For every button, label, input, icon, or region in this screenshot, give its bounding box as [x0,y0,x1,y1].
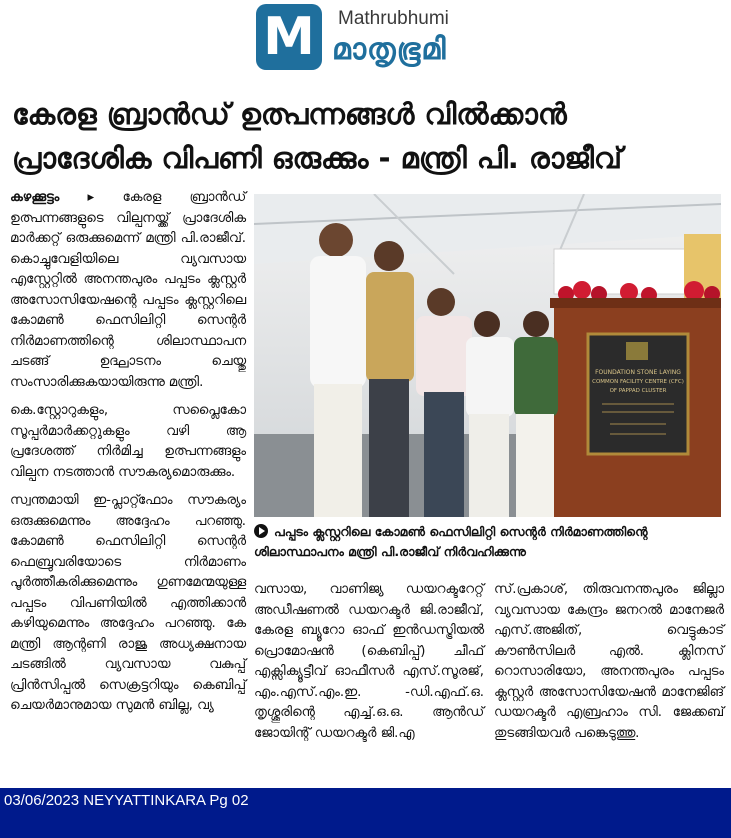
dateline-arrow-icon: ▸ [87,190,123,205]
plaque-line-2: COMMON FACILITY CENTRE (CFC) [592,379,684,385]
article-paragraph-2: കെ.സ്റ്റോറുകളും, സപ്ലൈകോ സൂപ്പർമാർക്കറ്റുകളും വഴി ആ പ്രദേശത്ത് നിർമിച്ച ഉത്പന്നങ്ങളും വില്പന നടത്താൻ സൗകര്യമൊരുക്കും. [10,403,246,480]
photo-caption [254,522,724,562]
footer-bar [0,788,731,838]
article-paragraph-1 [10,188,246,393]
brand-name-english: Mathrubhumi [338,8,449,29]
person-5 [514,311,558,517]
masthead [0,0,731,80]
article-column-1 [10,188,246,725]
plaque-line-1: FOUNDATION STONE LAYING [595,369,681,376]
article-paragraph-3: സ്വന്തമായി ഇ-പ്ലാറ്റ്ഫോം സൗകര്യം ഒരുക്കുമെന്നും അദ്ദേഹം പറഞ്ഞു. കോമൺ ഫെസിലിറ്റി സെന്റർ ഫെബ്രുവരിയോടെ നിർമാണം പൂർത്തീകരിക്കുമെന്നും ഗുണമേന്മയുള്ള പപ്പടം വിപണിയിൽ എത്തിക്കാൻ കഴിയുമെന്നും അദ്ദേഹം പറഞ്ഞു. കേ മന്ത്രി ആന്റണി രാജു അധ്യക്ഷനായ ചടങ്ങിൽ വ്യവസായ വകുപ്പ് പ്രിൻസിപ്പൽ സെക്രട്ടറിയും കെബിപ്പ് ചെയർമാനുമായ സുമൻ ബില്ല, വ്യ [10,493,246,713]
dateline: കഴക്കൂട്ടം [10,190,60,205]
article-column-2: വസായ, വാണിജ്യ ഡയറക്ടറേറ്റ് അഡീഷണൽ ഡയറക്ടർ ജി.രാജീവ്, കേരള ബ്യൂറോ ഓഫ് ഇൻഡസ്ട്രിയൽ പ്രൊമോഷൻ (കെബിപ്പ്) ചീഫ് എക്സിക്യൂട്ടീവ് ഓഫീസർ എസ്.സൂരജ്, എം.എസ്.എം.ഇ. -ഡി.എഫ്.ഒ. തൃശ്ശൂരിന്റെ എച്ച്.ഒ.ഒ. ആൻഡ് ജോയിന്റ് ഡയറക്ടർ ജി.എ [254,582,484,741]
photo-illustration [254,194,721,517]
event-photo [254,194,721,517]
person-2 [366,241,414,517]
headline-line-2: പ്രാദേശിക വിപണി ഒരുക്കും - മന്ത്രി പി. രാജീവ് [12,141,622,175]
article-column-3: സ്.പ്രകാശ്, തിരുവനന്തപുരം ജില്ലാ വ്യവസായ കേന്ദ്രം ജനറൽ മാനേജർ എസ്.അജിത്, വെട്ടുകാട് കൗൺസിലർ എൽ. ക്ലിനസ് റൊസാരിയോ, അനന്തപുരം പപ്പടം ക്ലസ്റ്റർ അസോസിയേഷൻ മാനേജിങ് ഡയറക്ടർ എബ്രഹാം സി. ജേക്കബ് തുടങ്ങിയവർ പങ്കെടുത്തു. [494,582,724,741]
person-4 [466,311,514,517]
brand-name-malayalam: മാതൃഭൂമി [332,32,447,67]
caption-play-icon [254,524,268,538]
mathrubhumi-logo-icon: M [256,4,322,70]
footer-edition-text: 03/06/2023 NEYYATTINKARA Pg 02 [4,792,249,809]
person-1 [310,223,366,517]
plaque-line-3: OF PAPPAD CLUSTER [609,388,667,394]
person-3 [416,288,472,517]
headline [12,92,724,180]
headline-line-1: കേരള ബ്രാൻഡ് ഉത്പന്നങ്ങൾ വിൽക്കാൻ [12,97,567,131]
paragraph-1-text: കേരള ബ്രാൻഡ് ഉത്പന്നങ്ങളുടെ വില്പനയ്ക്ക് പ്രാദേശിക മാർക്കറ്റ് ഒരുക്കുമെന്ന് മന്ത്രി പി.രാജീവ്. കൊച്ചുവേളിയിലെ വ്യവസായ എസ്റ്റേറ്റിൽ അനന്തപുരം പപ്പടം ക്ലസ്റ്റർ അസോസിയേഷന്റെ പപ്പടം ക്ലസ്റ്ററിലെ കോമൺ ഫെസിലിറ്റി സെന്റർ നിർമാണത്തിന്റെ ശിലാസ്ഥാപന ചടങ്ങ് ഉദ്ഘാടനം ചെയ്തു സംസാരിക്കുകയായിരുന്നു മന്ത്രി. [10,190,246,390]
caption-text: പപ്പടം ക്ലസ്റ്ററിലെ കോമൺ ഫെസിലിറ്റി സെന്റർ നിർമാണത്തിന്റെ ശിലാസ്ഥാപനം മന്ത്രി പി.രാജീവ് നിർവഹിക്കുന്നു [254,524,648,559]
